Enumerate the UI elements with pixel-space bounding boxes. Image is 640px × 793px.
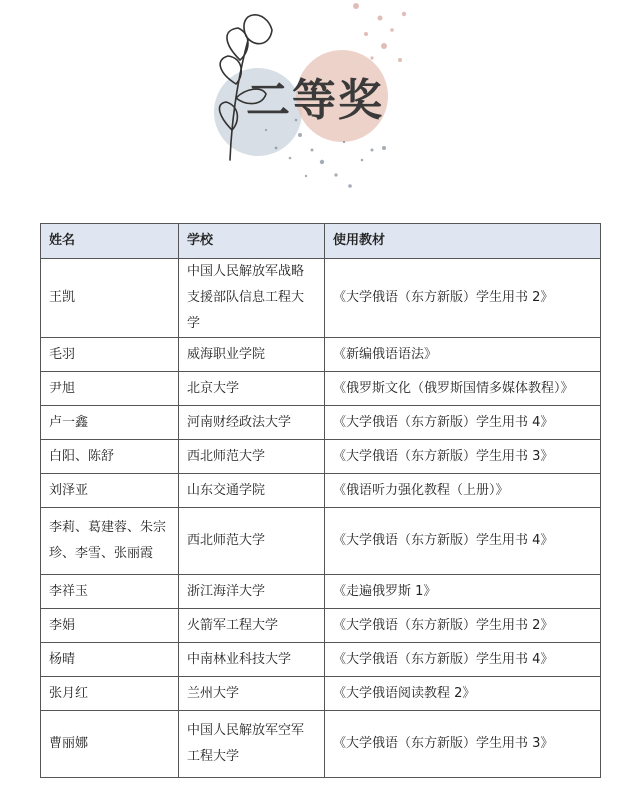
column-header-textbook: 使用教材 xyxy=(325,224,601,259)
cell-textbook: 《大学俄语（东方新版）学生用书 3》 xyxy=(325,711,601,778)
table-row xyxy=(41,406,601,440)
cell-name: 刘泽亚 xyxy=(41,474,179,508)
cell-textbook: 《大学俄语（东方新版）学生用书 3》 xyxy=(325,440,601,474)
cell-school: 火箭军工程大学 xyxy=(179,609,325,643)
table-row xyxy=(41,259,601,338)
award-table xyxy=(40,223,601,778)
column-header-name: 姓名 xyxy=(41,224,179,259)
cell-textbook: 《俄罗斯文化（俄罗斯国情多媒体教程）》 xyxy=(325,372,601,406)
table-row xyxy=(41,338,601,372)
table-header-row xyxy=(41,224,601,259)
cell-school: 威海职业学院 xyxy=(179,338,325,372)
cell-school: 西北师范大学 xyxy=(179,440,325,474)
table-row xyxy=(41,372,601,406)
cell-name: 毛羽 xyxy=(41,338,179,372)
cell-name: 李娟 xyxy=(41,609,179,643)
cell-school: 中国人民解放军战略支援部队信息工程大学 xyxy=(179,259,325,338)
table-row xyxy=(41,474,601,508)
cell-school: 中国人民解放军空军工程大学 xyxy=(179,711,325,778)
cell-school: 西北师范大学 xyxy=(179,508,325,575)
cell-name: 王凯 xyxy=(41,259,179,338)
cell-school: 北京大学 xyxy=(179,372,325,406)
table-row xyxy=(41,609,601,643)
cell-name: 张月红 xyxy=(41,677,179,711)
cell-textbook: 《走遍俄罗斯 1》 xyxy=(325,575,601,609)
cell-school: 中南林业科技大学 xyxy=(179,643,325,677)
cell-name: 尹旭 xyxy=(41,372,179,406)
cell-name: 李祥玉 xyxy=(41,575,179,609)
cell-name: 白阳、陈舒 xyxy=(41,440,179,474)
table-row xyxy=(41,711,601,778)
cell-textbook: 《大学俄语（东方新版）学生用书 2》 xyxy=(325,609,601,643)
table-row xyxy=(41,643,601,677)
cell-school: 浙江海洋大学 xyxy=(179,575,325,609)
cell-name: 卢一鑫 xyxy=(41,406,179,440)
cell-school: 山东交通学院 xyxy=(179,474,325,508)
decorative-header xyxy=(0,0,640,215)
cell-textbook: 《新编俄语语法》 xyxy=(325,338,601,372)
table-row xyxy=(41,677,601,711)
cell-textbook: 《大学俄语（东方新版）学生用书 4》 xyxy=(325,643,601,677)
cell-textbook: 《大学俄语（东方新版）学生用书 2》 xyxy=(325,259,601,338)
table-row xyxy=(41,575,601,609)
cell-textbook: 《大学俄语（东方新版）学生用书 4》 xyxy=(325,508,601,575)
cell-school: 兰州大学 xyxy=(179,677,325,711)
column-header-school: 学校 xyxy=(179,224,325,259)
cell-school: 河南财经政法大学 xyxy=(179,406,325,440)
cell-name: 曹丽娜 xyxy=(41,711,179,778)
cell-textbook: 《俄语听力强化教程（上册）》 xyxy=(325,474,601,508)
table-row xyxy=(41,508,601,575)
cell-name: 杨晴 xyxy=(41,643,179,677)
cell-textbook: 《大学俄语（东方新版）学生用书 4》 xyxy=(325,406,601,440)
page-title: 二等奖 xyxy=(246,75,384,126)
cell-textbook: 《大学俄语阅读教程 2》 xyxy=(325,677,601,711)
cell-name: 李莉、葛建蓉、朱宗珍、李雪、张丽霞 xyxy=(41,508,179,575)
table-row xyxy=(41,440,601,474)
